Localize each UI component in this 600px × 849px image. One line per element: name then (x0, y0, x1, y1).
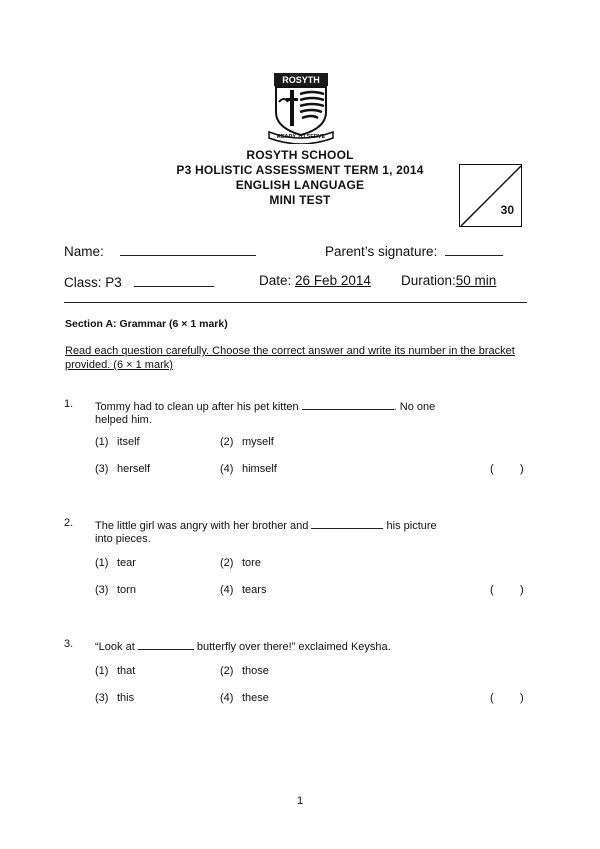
question-text-after: his picture (386, 520, 437, 532)
name-row (64, 242, 256, 259)
question-text-before: Tommy had to clean up after his pet kitten (95, 401, 299, 413)
answer-bracket-close: ) (520, 463, 524, 475)
page-number: 1 (296, 795, 304, 807)
question-text-line2: helped him. (95, 414, 152, 426)
option-number: (2) (220, 557, 234, 569)
header-divider (64, 302, 527, 303)
duration-label: Duration: (401, 273, 456, 288)
option-text: these (242, 692, 269, 704)
answer-bracket-open: ( (490, 692, 494, 704)
option (220, 436, 274, 448)
answer-bracket-open: ( (490, 584, 494, 596)
score-total: 30 (500, 203, 514, 217)
class-row (64, 273, 214, 290)
question-text (95, 638, 495, 654)
option-text: tears (242, 584, 267, 596)
answer-bracket-close: ) (520, 584, 524, 596)
option-text: that (117, 665, 136, 677)
option (95, 665, 135, 677)
date-row (259, 273, 371, 288)
option (95, 463, 150, 475)
answer-blank (138, 638, 194, 650)
test-title: MINI TEST (269, 193, 331, 207)
parent-signature-row (325, 242, 503, 259)
name-field[interactable] (120, 242, 256, 256)
duration-row (401, 273, 496, 288)
option-number: (4) (220, 463, 234, 475)
assessment-title: P3 HOLISTIC ASSESSMENT TERM 1, 2014 (176, 163, 424, 177)
question-text-after: butterfly over there!” exclaimed Keysha. (196, 641, 391, 653)
question-text (95, 398, 475, 427)
option-text: torn (117, 584, 136, 596)
school-crest (266, 72, 336, 144)
option (95, 692, 134, 704)
question-text-after: . No one (393, 401, 436, 413)
subject-title: ENGLISH LANGUAGE (235, 178, 365, 192)
question-number: 3. (64, 638, 74, 650)
name-label: Name: (64, 244, 104, 259)
date-label: Date: (259, 273, 292, 288)
option-number: (4) (220, 692, 234, 704)
option (95, 557, 136, 569)
question-number: 2. (64, 517, 74, 529)
question-text-before: “Look at (95, 641, 135, 653)
parent-signature-field[interactable] (445, 242, 503, 256)
option (220, 665, 269, 677)
duration-value: 50 min (455, 273, 497, 288)
option-number: (2) (220, 436, 234, 448)
option-text: tore (242, 557, 261, 569)
option-text: itself (117, 436, 140, 448)
option-number: (4) (220, 584, 234, 596)
question-text (95, 517, 475, 546)
option-number: (3) (95, 463, 109, 475)
crest-banner: READY TO SERVE (276, 134, 326, 140)
option (95, 436, 140, 448)
answer-blank (311, 517, 383, 529)
crest-motto: ROSYTH (282, 75, 320, 85)
date-value: 26 Feb 2014 (295, 273, 371, 288)
option-number: (1) (95, 665, 109, 677)
answer-blank (302, 398, 394, 410)
parent-signature-label: Parent’s signature: (325, 244, 438, 259)
option-text: tear (117, 557, 136, 569)
option-text: those (242, 665, 269, 677)
option-number: (1) (95, 436, 109, 448)
option-number: (2) (220, 665, 234, 677)
option (220, 463, 277, 475)
class-field[interactable] (134, 273, 214, 287)
option-text: myself (242, 436, 274, 448)
option-text: this (117, 692, 135, 704)
section-title: Section A: Grammar (6 × 1 mark) (65, 318, 228, 330)
option-text: herself (117, 463, 151, 475)
answer-bracket-close: ) (520, 692, 524, 704)
option-number: (3) (95, 692, 109, 704)
section-instruction: Read each question carefully. Choose the correct answer and write its number in the bracket provided. (6 × 1 mark) (65, 345, 515, 371)
option (220, 692, 269, 704)
class-label: Class: P3 (64, 275, 122, 290)
question-text-line2: into pieces. (95, 533, 151, 545)
option (220, 584, 266, 596)
option-text: himself (242, 463, 277, 475)
question-text-before: The little girl was angry with her brother and (95, 520, 309, 532)
score-box (459, 164, 522, 227)
answer-bracket-open: ( (490, 463, 494, 475)
school-name: ROSYTH SCHOOL (246, 148, 354, 162)
question-number: 1. (64, 398, 74, 410)
option (95, 584, 136, 596)
option-number: (1) (95, 557, 109, 569)
option (220, 557, 261, 569)
option-number: (3) (95, 584, 109, 596)
